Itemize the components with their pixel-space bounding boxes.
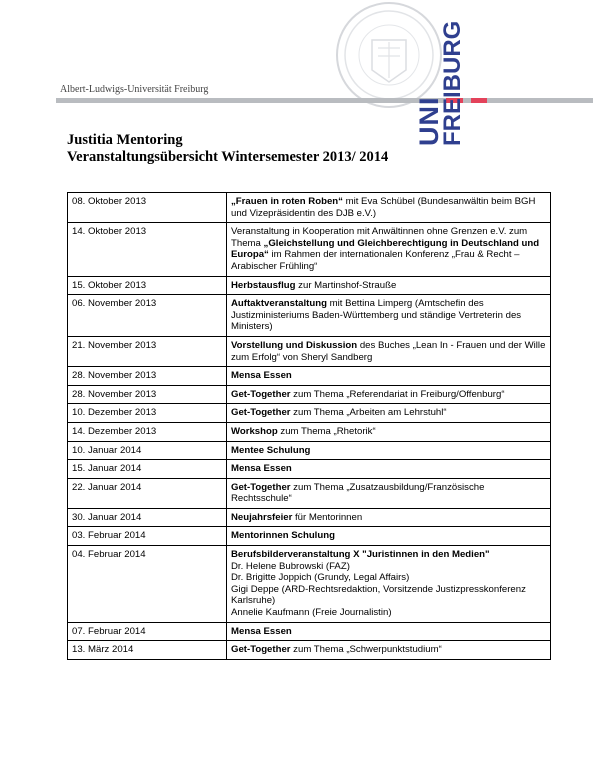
table-row (68, 385, 551, 404)
event-description (227, 641, 551, 660)
event-detail: Veranstaltung in Kooperation mit Anwältinnen ohne Grenzen e.V. zum Thema (231, 226, 528, 249)
event-title: Workshop (231, 425, 278, 437)
event-detail: zur Martinshof-Strauße (295, 279, 397, 291)
event-title: Get-Together (231, 388, 291, 400)
events-table (67, 192, 551, 660)
event-title: „Frauen in roten Roben“ (231, 196, 343, 207)
event-title: Get-Together (231, 407, 291, 419)
event-date: 04. Februar 2014 (68, 546, 227, 623)
table-row (68, 527, 551, 546)
event-title: Mensa Essen (231, 370, 292, 382)
event-detail: zum Thema „Schwerpunktstudium“ (290, 644, 442, 656)
event-title: „Gleichstellung und Gleichberechtigung in Deutschland und Europa“ (231, 237, 540, 261)
event-title: Neujahrsfeier (231, 511, 293, 523)
table-row (68, 478, 551, 508)
event-description (227, 441, 551, 460)
event-title: Mentorinnen Schulung (231, 530, 335, 542)
table-row (68, 546, 551, 623)
uni-freiburg-logo (414, 20, 541, 146)
event-date: 30. Januar 2014 (68, 508, 227, 527)
event-date: 14. Dezember 2013 (68, 422, 227, 441)
table-row (68, 404, 551, 423)
event-title: Mensa Essen (231, 625, 292, 637)
event-detail: zum Thema „Referendariat in Freiburg/Offenburg“ (290, 388, 505, 400)
event-title: Mentee Schulung (231, 444, 311, 456)
event-detail: Dr. Helene Bubrowski (FAZ) (231, 560, 350, 572)
event-title: Herbstausflug (231, 279, 296, 291)
table-row (68, 508, 551, 527)
event-date: 28. November 2013 (68, 385, 227, 404)
event-description (227, 404, 551, 423)
event-title: Mensa Essen (231, 463, 292, 475)
event-date: 08. Oktober 2013 (68, 193, 227, 223)
logo-uni-text: UNI (414, 96, 444, 146)
event-detail: des Buches „Lean In - Frauen und der Wille zum Erfolg“ von Sheryl Sandberg (231, 339, 546, 363)
university-name: Albert-Ludwigs-Universität Freiburg (60, 84, 209, 95)
table-row (68, 441, 551, 460)
table-row (68, 367, 551, 386)
table-row (68, 622, 551, 641)
table-row (68, 295, 551, 337)
event-detail: zum Thema „Arbeiten am Lehrstuhl“ (290, 407, 447, 419)
logo-freiburg-text: FREIBURG (439, 20, 466, 146)
event-date: 21. November 2013 (68, 336, 227, 366)
table-row (68, 223, 551, 276)
event-description (227, 527, 551, 546)
event-description (227, 546, 551, 623)
table-row (68, 641, 551, 660)
document-title (67, 132, 388, 166)
event-description (227, 367, 551, 386)
event-detail: Dr. Brigitte Joppich (Grundy, Legal Affairs) (231, 572, 410, 584)
event-description (227, 223, 551, 276)
event-description (227, 422, 551, 441)
event-detail: Annelie Kaufmann (Freie Journalistin) (231, 607, 392, 619)
event-title: Get-Together (231, 644, 291, 656)
event-detail: Gigi Deppe (ARD-Rechtsredaktion, Vorsitzende Justizpresskonferenz Karlsruhe) (231, 583, 526, 607)
event-title: Berufsbilderveranstaltung X "Juristinnen in den Medien" (231, 549, 490, 561)
event-date: 15. Oktober 2013 (68, 276, 227, 295)
table-row (68, 460, 551, 479)
event-date: 03. Februar 2014 (68, 527, 227, 546)
table-row (68, 422, 551, 441)
event-description (227, 193, 551, 223)
table-row (68, 336, 551, 366)
event-detail: für Mentorinnen (292, 511, 363, 523)
event-date: 28. November 2013 (68, 367, 227, 386)
event-date: 13. März 2014 (68, 641, 227, 660)
event-date: 10. Januar 2014 (68, 441, 227, 460)
event-date: 22. Januar 2014 (68, 478, 227, 508)
title-line-1: Justitia Mentoring (67, 132, 183, 148)
event-description (227, 508, 551, 527)
event-detail: mit Bettina Limperg (Amtschefin des Justizministeriums Baden-Württemberg und ständige Vertreterin des Ministers) (231, 298, 522, 333)
event-description (227, 622, 551, 641)
event-detail: im Rahmen der internationalen Konferenz „Frau & Recht – Arabischer Frühling“ (231, 249, 520, 272)
event-date: 06. November 2013 (68, 295, 227, 337)
table-row (68, 193, 551, 223)
event-detail: zum Thema „Rhetorik“ (277, 425, 376, 437)
event-description (227, 385, 551, 404)
event-description (227, 295, 551, 337)
event-description (227, 460, 551, 479)
event-detail: mit Eva Schübel (Bundesanwältin beim BGH und Vizepräsidentin des DJB e.V.) (231, 196, 536, 219)
event-title: Get-Together (231, 481, 291, 493)
events-table-body (68, 193, 551, 660)
event-detail: zum Thema „Zusatzausbildung/Französische Rechtsschule“ (231, 481, 485, 505)
event-date: 14. Oktober 2013 (68, 223, 227, 276)
event-title: Vorstellung und Diskussion (231, 339, 358, 351)
title-line-2: Veranstaltungsübersicht Wintersemester 2013/ 2014 (67, 149, 389, 165)
event-date: 07. Februar 2014 (68, 622, 227, 641)
event-date: 10. Dezember 2013 (68, 404, 227, 423)
event-description (227, 276, 551, 295)
event-description (227, 478, 551, 508)
event-title: Auftaktveranstaltung (231, 298, 327, 310)
event-description (227, 336, 551, 366)
table-row (68, 276, 551, 295)
event-date: 15. Januar 2014 (68, 460, 227, 479)
